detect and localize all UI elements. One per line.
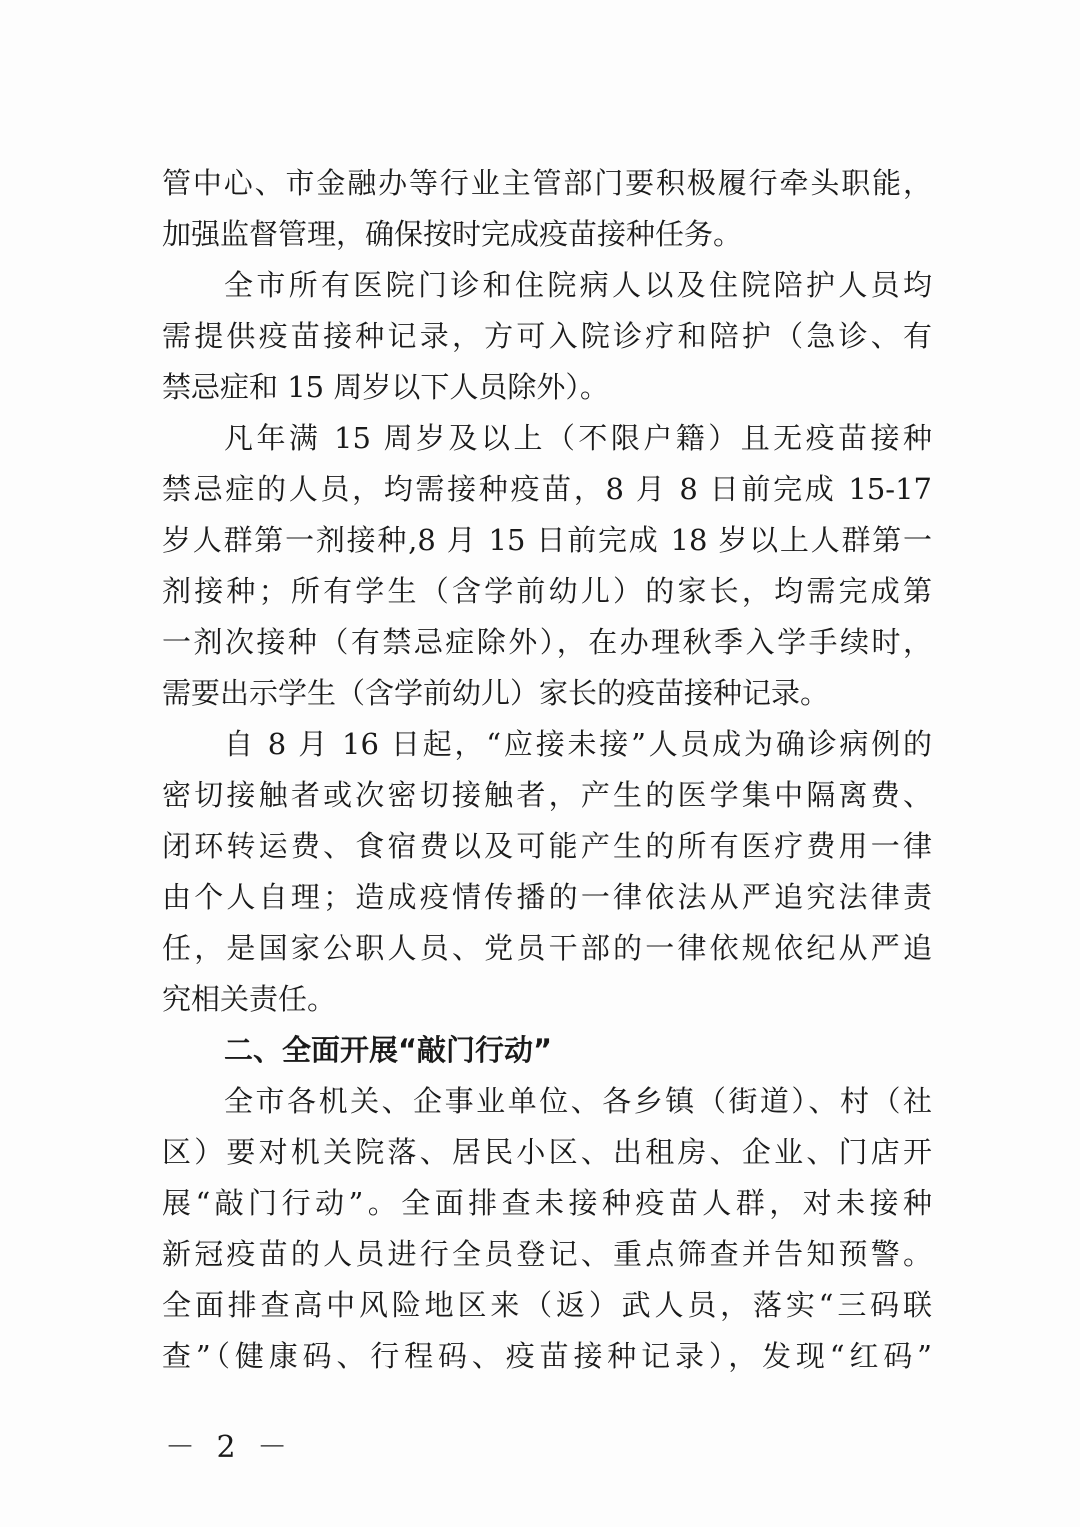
text-line: 全面排查高中风险地区来（返）武人员，落实“三码联 bbox=[162, 1288, 932, 1322]
text-line: 需要出示学生（含学前幼儿）家长的疫苗接种记录。 bbox=[162, 676, 830, 710]
document-body bbox=[162, 158, 932, 1382]
text-line: 全市各机关、企事业单位、各乡镇（街道）、村（社 bbox=[224, 1084, 932, 1118]
text-line: 密切接触者或次密切接触者，产生的医学集中隔离费、 bbox=[162, 778, 932, 812]
text-line: 区）要对机关院落、居民小区、出租房、企业、门店开 bbox=[162, 1135, 932, 1169]
page-number: － 2 － bbox=[165, 1430, 294, 1465]
text-line: 管中心、市金融办等行业主管部门要积极履行牵头职能， bbox=[162, 166, 932, 200]
text-line: 究相关责任。 bbox=[162, 982, 337, 1016]
text-line: 一剂次接种（有禁忌症除外），在办理秋季入学手续时， bbox=[162, 625, 932, 659]
text-line: 凡年满 15 周岁及以上（不限户籍）且无疫苗接种 bbox=[224, 421, 932, 455]
text-line: 查”（健康码、行程码、疫苗接种记录），发现“红码” bbox=[162, 1339, 932, 1373]
text-line: 自 8 月 16 日起，“应接未接”人员成为确诊病例的 bbox=[224, 727, 932, 761]
text-line: 闭环转运费、食宿费以及可能产生的所有医疗费用一律 bbox=[162, 829, 932, 863]
text-line: 任，是国家公职人员、党员干部的一律依规依纪从严追 bbox=[162, 931, 932, 965]
text-line: 禁忌症和 15 周岁以下人员除外）。 bbox=[162, 370, 609, 404]
text-line: 剂接种；所有学生（含学前幼儿）的家长，均需完成第 bbox=[162, 574, 932, 608]
section-heading: 二、全面开展“敲门行动” bbox=[224, 1033, 553, 1067]
text-line: 岁人群第一剂接种,8 月 15 日前完成 18 岁以上人群第一 bbox=[162, 523, 932, 557]
text-line: 加强监督管理，确保按时完成疫苗接种任务。 bbox=[162, 217, 743, 251]
text-line: 需提供疫苗接种记录，方可入院诊疗和陪护（急诊、有 bbox=[162, 319, 932, 353]
text-line: 禁忌症的人员，均需接种疫苗，8 月 8 日前完成 15-17 bbox=[162, 472, 932, 506]
text-line: 新冠疫苗的人员进行全员登记、重点筛查并告知预警。 bbox=[162, 1237, 932, 1271]
text-line: 展“敲门行动”。全面排查未接种疫苗人群，对未接种 bbox=[162, 1186, 932, 1220]
text-line: 全市所有医院门诊和住院病人以及住院陪护人员均 bbox=[224, 268, 932, 302]
text-line: 由个人自理；造成疫情传播的一律依法从严追究法律责 bbox=[162, 880, 932, 914]
